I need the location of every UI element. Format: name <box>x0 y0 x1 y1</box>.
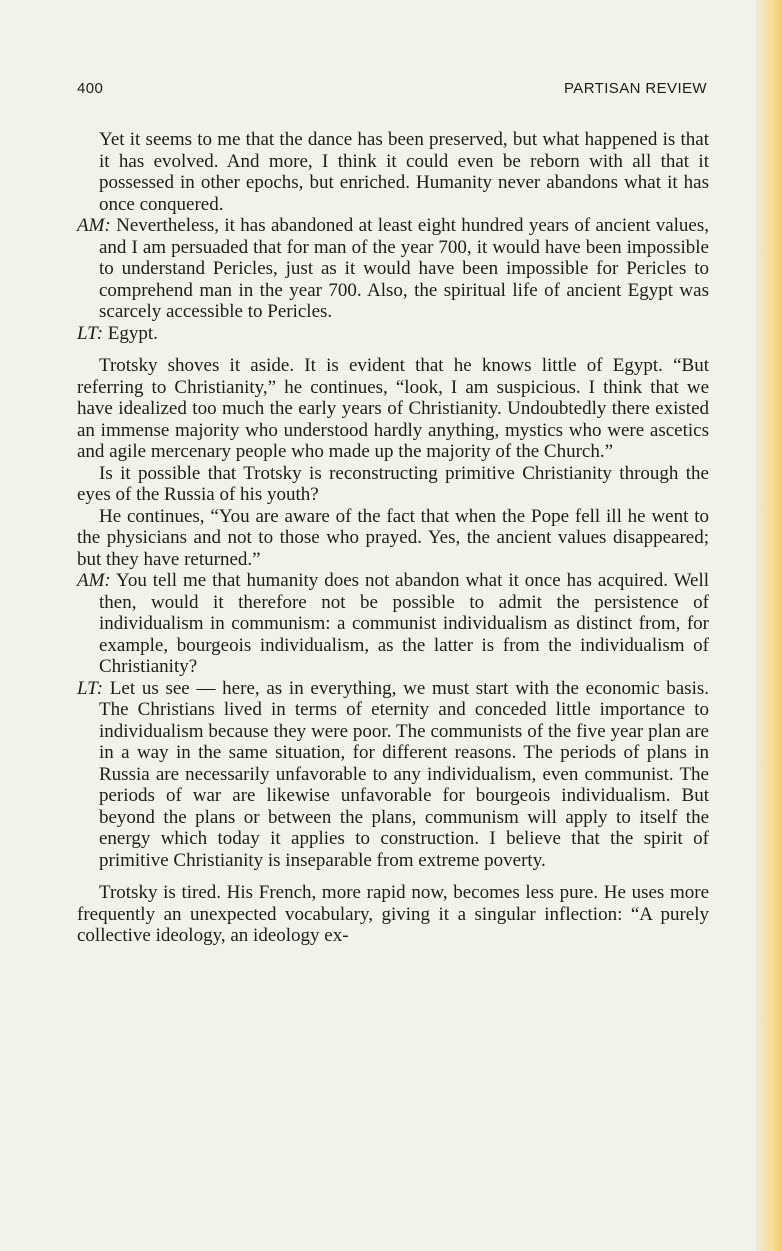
paragraph <box>77 129 709 215</box>
paragraph-text: Egypt. <box>107 322 158 344</box>
page-number: 400 <box>77 80 104 97</box>
paragraph <box>77 355 709 463</box>
paragraph-text: He continues, “You are aware of the fact that when the Pope fell ill he went to the physicians and not to those who prayed. Yes, the ancient values disappeared; but they have returned.” <box>77 505 709 570</box>
speaker-label: LT: <box>77 322 104 344</box>
paragraph-text: Yet it seems to me that the dance has been preserved, but what happened is that it has evolved. And more, I think it could even be reborn with all that it possessed in other epochs, but enriched. Humanity never abandons what it has once conquered. <box>99 129 709 215</box>
speaker-label: AM: <box>77 215 111 236</box>
paragraph <box>77 506 709 571</box>
paragraph <box>77 882 709 947</box>
paragraph-text: Trotsky is tired. His French, more rapid now, becomes less pure. He uses more frequently an unexpected vocabulary, giving it a singular inflection: “A purely collective ideology, an ideology ex- <box>77 882 709 946</box>
speaker-label: AM: <box>77 570 111 591</box>
paragraph-text: Trotsky shoves it aside. It is evident that he knows little of Egypt. “But referring to Christianity,” he continues, “look, I am suspicious. I think that we have idealized too much the early years of Christianity. Undoubtedly there existed an immense majority who understood hardly anything, mystics who were ascetics and agile mercenary people who made up the majority of the Church.” <box>77 355 709 462</box>
speaker-label: LT: <box>77 677 104 699</box>
paragraph-text: Nevertheless, it has abandoned at least eight hundred years of ancient values, and I am persuaded that for man of the year 700, it would have been impossible to understand Pericles, just as it would have been impossible for Pericles to comprehend man in the year 700. Also, the spiritual life of ancient Egypt was scarcely accessible to Pericles. <box>99 215 710 322</box>
running-head: PARTISAN REVIEW <box>564 80 707 97</box>
paragraph-text: Let us see — here, as in everything, we must start with the economic basis. The Christians lived in terms of eternity and conceded little importance to individualism because they were poor. The communists of the five year plan are in a way in the same situation, for different reasons. The periods of plans in Russia are necessarily unfavorable to any individualism, even communist. The periods of war are likewise unfavorable for bourgeois individualism. But beyond the plans or between the plans, communism will apply to itself the energy which today it applies to construction. I believe that the spirit of primitive Christianity is inseparable from extreme poverty. <box>99 677 709 871</box>
page-edge <box>756 0 782 1251</box>
body-text <box>77 129 709 947</box>
paragraph-text: You tell me that humanity does not abandon what it once has acquired. Well then, would it therefore not be possible to admit the persistence of individualism in communism: a communist individualism as distinct from, for example, bourgeois individualism, as the latter is from the individualism of Christianity? <box>99 570 710 677</box>
dialogue-turn <box>77 215 709 323</box>
paragraph-text: Is it possible that Trotsky is reconstructing primitive Christianity through the eyes of the Russia of his youth? <box>77 462 709 505</box>
dialogue-turn <box>77 678 709 872</box>
dialogue-turn <box>77 323 709 345</box>
paragraph <box>77 463 709 506</box>
dialogue-turn <box>77 570 709 678</box>
